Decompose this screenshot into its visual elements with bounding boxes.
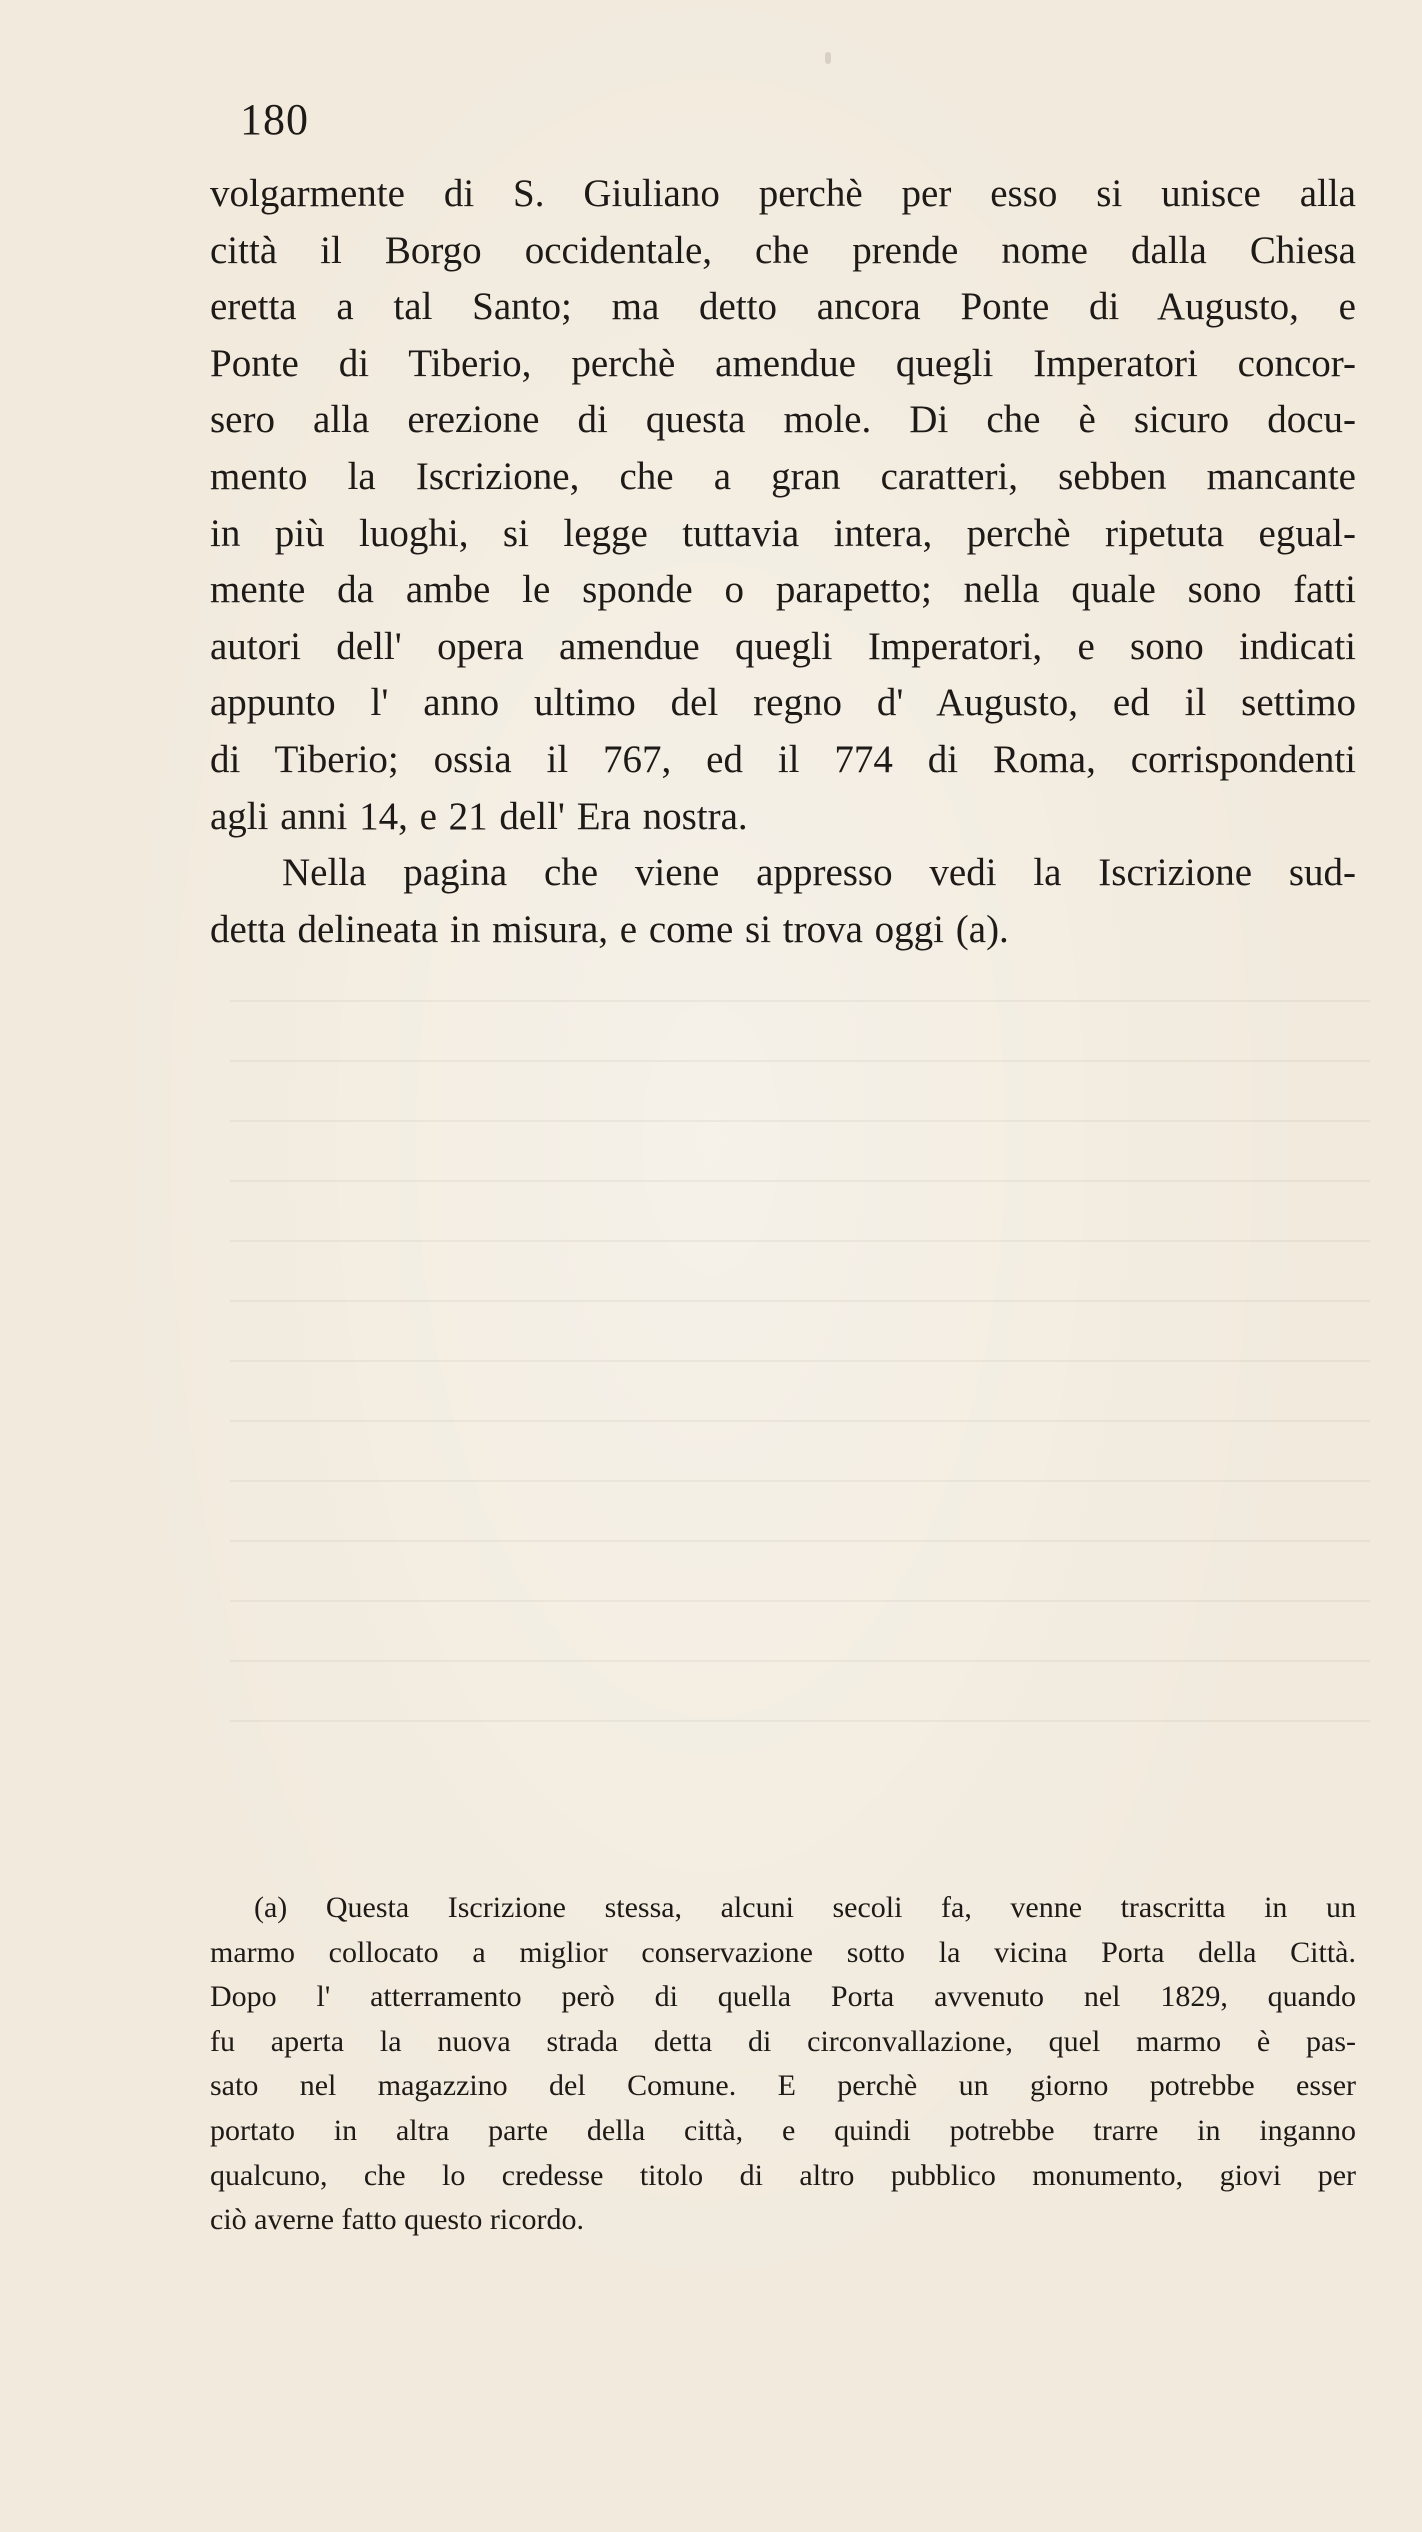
footnote-line: Dopo l' atterramento però di quella Porta avvenuto nel 1829, quando xyxy=(210,1980,1356,2014)
main-text xyxy=(210,166,1356,958)
text-line: mente da ambe le sponde o parapetto; nella quale sono fatti xyxy=(210,568,1356,612)
text-line: autori dell' opera amendue quegli Imperatori, e sono indicati xyxy=(210,624,1356,668)
footnote-line: (a) Questa Iscrizione stessa, alcuni secoli fa, venne trascritta in un xyxy=(254,1891,1356,1924)
text-line: di Tiberio; ossia il 767, ed il 774 di Roma, corrispondenti xyxy=(210,737,1356,781)
text-line: sero alla erezione di questa mole. Di che è sicuro docu- xyxy=(210,398,1356,442)
text-line: Nella pagina che viene appresso vedi la Iscrizione sud- xyxy=(282,851,1356,895)
footnote-line: ciò averne fatto questo ricordo. xyxy=(210,2203,585,2237)
text-line: detta delineata in misura, e come si trova oggi (a). xyxy=(210,907,1009,951)
footnote-line: portato in altra parte della città, e quindi potrebbe trarre in inganno xyxy=(210,2113,1356,2147)
show-through-bleed xyxy=(230,1000,1370,1760)
text-line: città il Borgo occidentale, che prende nome dalla Chiesa xyxy=(210,228,1356,272)
text-line: volgarmente di S. Giuliano perchè per esso si unisce alla xyxy=(210,172,1356,215)
text-line: appunto l' anno ultimo del regno d' Augusto, ed il settimo xyxy=(210,681,1356,725)
text-line: agli anni 14, e 21 dell' Era nostra. xyxy=(210,794,748,838)
footnote-line: sato nel magazzino del Comune. E perchè un giorno potrebbe esser xyxy=(210,2069,1356,2103)
page-number: 180 xyxy=(240,95,309,144)
text-line: Ponte di Tiberio, perchè amendue quegli Imperatori concor- xyxy=(210,341,1356,385)
footnote-line: qualcuno, che lo credesse titolo di altro pubblico monumento, giovi per xyxy=(210,2158,1356,2192)
footnote-line: fu aperta la nuova strada detta di circonvallazione, quel marmo è pas- xyxy=(210,2024,1356,2058)
paper-speck xyxy=(825,52,831,64)
text-line: mento la Iscrizione, che a gran caratteri, sebben mancante xyxy=(210,454,1356,498)
text-line: eretta a tal Santo; ma detto ancora Ponte di Augusto, e xyxy=(210,285,1356,329)
text-line: in più luoghi, si legge tuttavia intera, perchè ripetuta egual- xyxy=(210,511,1356,555)
footnote-line: marmo collocato a miglior conservazione sotto la vicina Porta della Città. xyxy=(210,1935,1356,1969)
footnote xyxy=(210,1886,1356,2243)
